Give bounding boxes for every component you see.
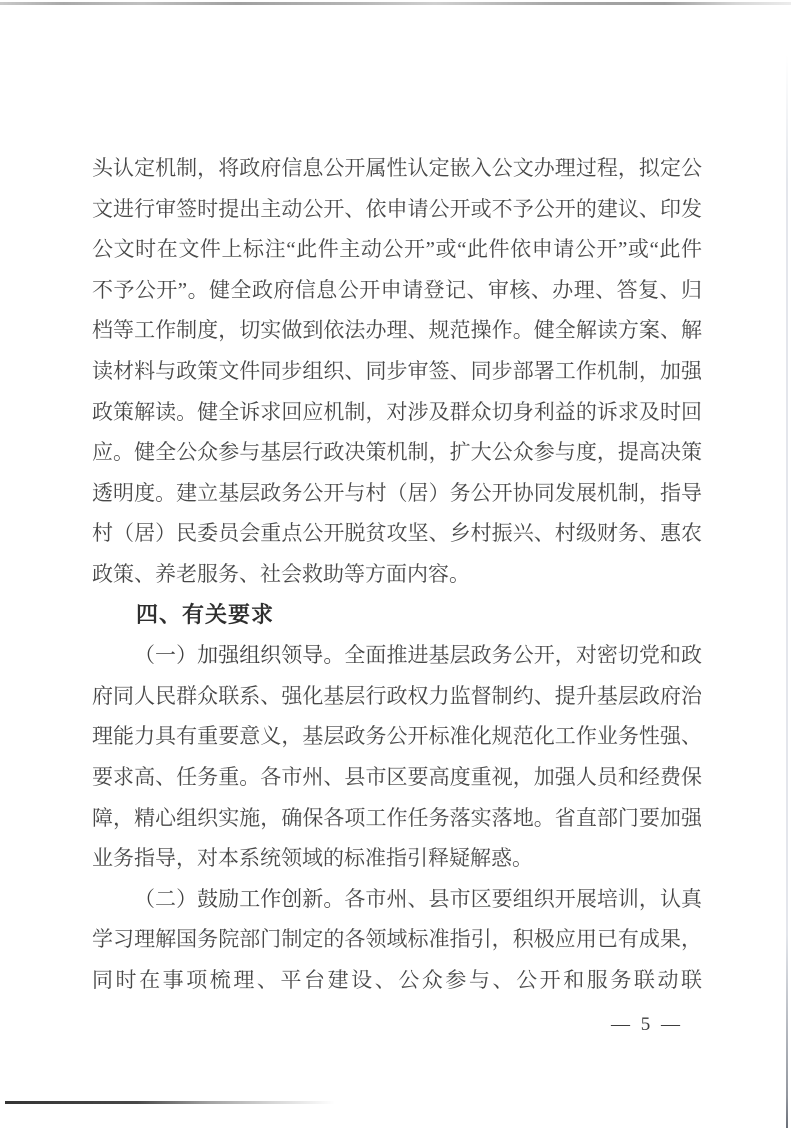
paragraph-item-1-body: 全面推进基层政务公开，对密切党和政府同人民群众联系、强化基层行政权力监督制约、提升基层政府治理能力具有重要意义，基层政务公开标准化规范化工作业务性强、要求高、任务重。各市州、县市区要高度重视，加强人员和经费保障，精心组织实施，确保各项工作任务落实落地。省直部门要加强业务指导，对本系统领域的标准指引释疑解惑。 xyxy=(92,643,703,871)
scan-edge-right-artifact xyxy=(786,55,788,1128)
document-body xyxy=(92,148,702,1000)
page-number: — 5 — xyxy=(611,1014,683,1035)
scan-edge-top-artifact xyxy=(0,2,791,5)
section-heading: 四、有关要求 xyxy=(136,601,275,627)
paragraph-item-2-lead: （二）鼓励工作创新。 xyxy=(134,886,345,911)
scan-streak-bottom-artifact xyxy=(5,1101,335,1104)
paragraph-item-1 xyxy=(92,635,702,879)
paragraph-item-1-lead: （一）加强组织领导。 xyxy=(134,643,345,668)
paragraph-item-2-body: 各市州、县市区要组织开展培训，认真学习理解国务院部门制定的各领域标准指引，积极应用已有成果，同时在事项梳理、平台建设、公众参与、公开和服务联动联 xyxy=(92,886,703,992)
paragraph-item-2 xyxy=(92,879,702,1001)
paragraph-continued: 头认定机制，将政府信息公开属性认定嵌入公文办理过程，拟定公文进行审签时提出主动公开、依申请公开或不予公开的建议、印发公文时在文件上标注“此件主动公开”或“此件依申请公开”或“此件不予公开”。健全政府信息公开申请登记、审核、办理、答复、归档等工作制度，切实做到依法办理、规范操作。健全解读方案、解读材料与政策文件同步组织、同步审签、同步部署工作机制，加强政策解读。健全诉求回应机制，对涉及群众切身利益的诉求及时回应。健全公众参与基层行政决策机制，扩大公众参与度，提高决策透明度。建立基层政务公开与村（居）务公开协同发展机制，指导村（居）民委员会重点公开脱贫攻坚、乡村振兴、村级财务、惠农政策、养老服务、社会救助等方面内容。 xyxy=(92,156,702,586)
